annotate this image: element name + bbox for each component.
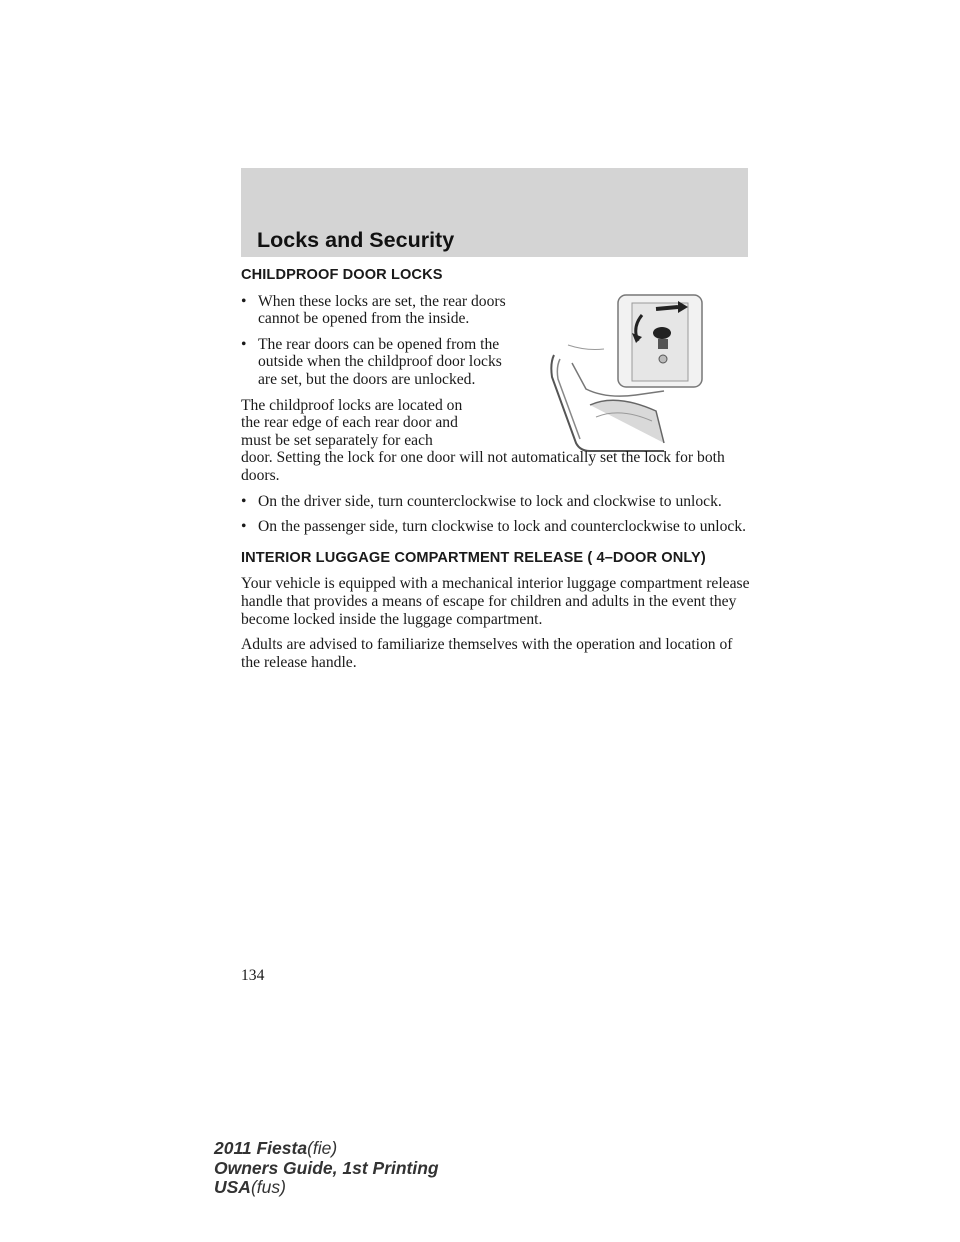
document-footer [214, 1139, 439, 1198]
bullet-item [241, 293, 513, 328]
bullet-glyph: • [241, 518, 247, 536]
bullet-item [241, 336, 513, 389]
bullet-glyph: • [241, 292, 247, 310]
section-title: Locks and Security [257, 228, 455, 252]
paragraph-line: the rear edge of each rear door and [241, 414, 458, 432]
footer-model-code: (fie) [307, 1138, 338, 1158]
footer-market: USA [214, 1177, 251, 1197]
bullet-text: When these locks are set, the rear doors cannot be opened from the inside. [258, 292, 506, 328]
footer-edition: Owners Guide, 1st Printing [214, 1157, 439, 1178]
paragraph-line: The childproof locks are located on [241, 396, 463, 414]
bullet-text: On the driver side, turn counterclockwise to lock and clockwise to unlock. [258, 492, 722, 510]
footer-market-code: (fus) [250, 1177, 286, 1197]
bullet-glyph: • [241, 492, 247, 510]
paragraph-line: must be set separately for each [241, 431, 433, 449]
bullet-item [241, 518, 751, 536]
section-heading: CHILDPROOF DOOR LOCKS [241, 267, 443, 283]
bullet-text: On the passenger side, turn clockwise to lock and counterclockwise to unlock. [258, 518, 747, 536]
section-header-band [241, 168, 748, 257]
page-content [241, 267, 751, 679]
section-heading: INTERIOR LUGGAGE COMPARTMENT RELEASE ( 4–DOOR ONLY) [241, 549, 706, 566]
page-number: 134 [241, 967, 265, 984]
bullet-glyph: • [241, 335, 247, 353]
paragraph: Adults are advised to familiarize themselves with the operation and location of the release handle. [241, 636, 733, 671]
paragraph [241, 397, 751, 485]
footer-model: 2011 Fiesta [214, 1138, 308, 1158]
paragraph: Your vehicle is equipped with a mechanical interior luggage compartment release handle that provides a means of escape for children and adults in the event they become locked inside the luggage compartment. [241, 575, 750, 628]
paragraph-line: door. Setting the lock for one door will not automatically set the lock for both doors. [241, 449, 725, 484]
bullet-text: The rear doors can be opened from the outside when the childproof door locks are set, but the doors are unlocked. [258, 335, 502, 388]
bullet-item [241, 493, 751, 511]
